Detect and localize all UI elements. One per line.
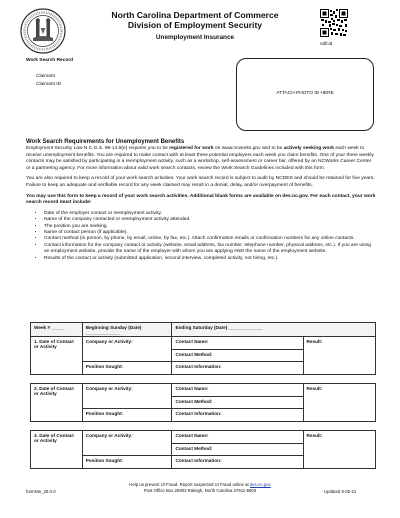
contact-date-cell[interactable]: 3. Date of Contact or Activity xyxy=(31,431,83,469)
contact-information-cell[interactable]: Contact Information: xyxy=(172,362,303,375)
contact-name-cell[interactable]: Contact Name: xyxy=(172,337,303,350)
contact-method-cell[interactable]: Contact Method: xyxy=(172,350,303,362)
ending-date-field[interactable]: Ending Saturday (Date) _____________ xyxy=(172,323,376,337)
claimant-label: Claimant xyxy=(36,74,55,79)
document-id-label: ndfcid xyxy=(320,41,333,46)
company-activity-cell[interactable]: Company or Activity: xyxy=(82,431,172,456)
contact-date-cell[interactable]: 2. Date of Contact or Activity xyxy=(31,384,83,422)
table-spacer xyxy=(31,375,376,384)
list-item: • Results of the contact or activity (submitted application, second interview, completed activity, not hiring, etc.). xyxy=(44,256,376,262)
updated-date: Updated 9-25-21 xyxy=(324,489,357,494)
qr-code-icon xyxy=(320,9,348,37)
table-row xyxy=(31,337,376,350)
requirements-section xyxy=(26,139,376,262)
nc-state-seal-logo xyxy=(20,8,66,54)
fraud-notice: Help us prevent UI Fraud. Report suspected UI Fraud online at des.nc.gov xyxy=(129,482,271,487)
position-sought-cell[interactable]: Position Sought: xyxy=(82,456,172,469)
photo-id-label: ATTACH PHOTO ID HERE xyxy=(276,91,334,96)
photo-id-box xyxy=(236,58,374,131)
department-name: North Carolina Department of Commerce xyxy=(111,10,279,20)
mailing-address: Post Office Box 25903 Raleigh, North Carolina 27611-5903 xyxy=(143,487,257,493)
position-sought-cell[interactable]: Position Sought: xyxy=(82,409,172,422)
claimant-id-label: Claimant ID xyxy=(36,82,62,87)
result-cell[interactable]: Result: xyxy=(303,337,375,375)
form-number: formNm_28.0.0 xyxy=(26,489,56,494)
contact-method-cell[interactable]: Contact Method: xyxy=(172,444,303,456)
list-item: • Contact information for the company contact or activity (website, email address, fax number, telephone number, physical address, etc.). If you are using an employment website, provide the name of the employer with whom you are applying AND the name of the employment website. xyxy=(44,243,376,256)
week-header-row xyxy=(31,323,376,337)
position-sought-cell[interactable]: Position Sought: xyxy=(82,362,172,375)
company-activity-cell[interactable]: Company or Activity: xyxy=(82,337,172,362)
requirements-paragraph-1: Employment Security Law N.C.G.S. 96-14.9(e) requires you to be registered for work on www.ncworks.gov and to be actively seeking work each week to receive unemployment benefits. You are required to make contact with at least three potential employers each week you claim benefits. One of your three weekly contacts may be satisfied by participating in a reemployment activity, such as a workshop, self-assessment or career fair, offered by an NCWorks Career Center or a partnering agency. For more information about valid work search contacts, review the Work Search Guidelines included with this form. xyxy=(26,146,374,171)
table-row xyxy=(31,431,376,444)
contact-method-cell[interactable]: Contact Method: xyxy=(172,397,303,409)
list-item: • The position you are seeking. xyxy=(44,224,376,230)
table-spacer xyxy=(31,422,376,431)
contact-information-cell[interactable]: Contact Information: xyxy=(172,456,303,469)
result-cell[interactable]: Result: xyxy=(303,431,375,469)
contact-name-cell[interactable]: Contact Name: xyxy=(172,384,303,397)
page-header xyxy=(70,10,320,41)
list-item: • Name of contact person (if applicable). xyxy=(44,230,376,236)
des-website-link[interactable]: des.nc.gov xyxy=(249,482,271,487)
requirements-list xyxy=(44,211,376,262)
contact-information-cell[interactable]: Contact Information: xyxy=(172,409,303,422)
contact-name-cell[interactable]: Contact Name: xyxy=(172,431,303,444)
company-activity-cell[interactable]: Company or Activity: xyxy=(82,384,172,409)
work-search-record-title: Work Search Record xyxy=(26,58,74,63)
list-item: • Contact method (in person, by phone, by email, online, by fax, etc.). Attach confirmation emails or confirmation numbers for any online contacts. xyxy=(44,236,376,242)
table-row xyxy=(31,384,376,397)
work-search-log-table xyxy=(30,322,376,469)
list-item: • Date of the employer contact or reemployment activity. xyxy=(44,211,376,217)
week-number-field[interactable]: Week # _____ xyxy=(31,323,83,337)
contact-date-cell[interactable]: 1. Date of Contact or Activity xyxy=(31,337,83,375)
requirements-heading: Work Search Requirements for Unemployment Benefits xyxy=(26,139,185,145)
requirements-paragraph-2: You are also required to keep a record of your work search activities. Your work search record is subject to audit by NCDES and should be retained for five years. Failure to keep an adequate and verifiable record for any week claimed may result in a denial, delay, and/or overpayment of benefits. xyxy=(26,176,375,188)
program-name: Unemployment Insurance xyxy=(155,34,235,41)
division-name: Division of Employment Security xyxy=(127,20,263,30)
requirements-paragraph-3: You may use this form to keep a record of your work search activities. Additional blank forms are available on des.nc.gov. For each contact, your work search record must include: xyxy=(26,193,376,206)
result-cell[interactable]: Result: xyxy=(303,384,375,422)
list-item: • Name of the company contacted or reemployment activity attended. xyxy=(44,217,376,223)
beginning-date-field[interactable]: Beginning Sunday (Date) _____________ xyxy=(82,323,172,337)
